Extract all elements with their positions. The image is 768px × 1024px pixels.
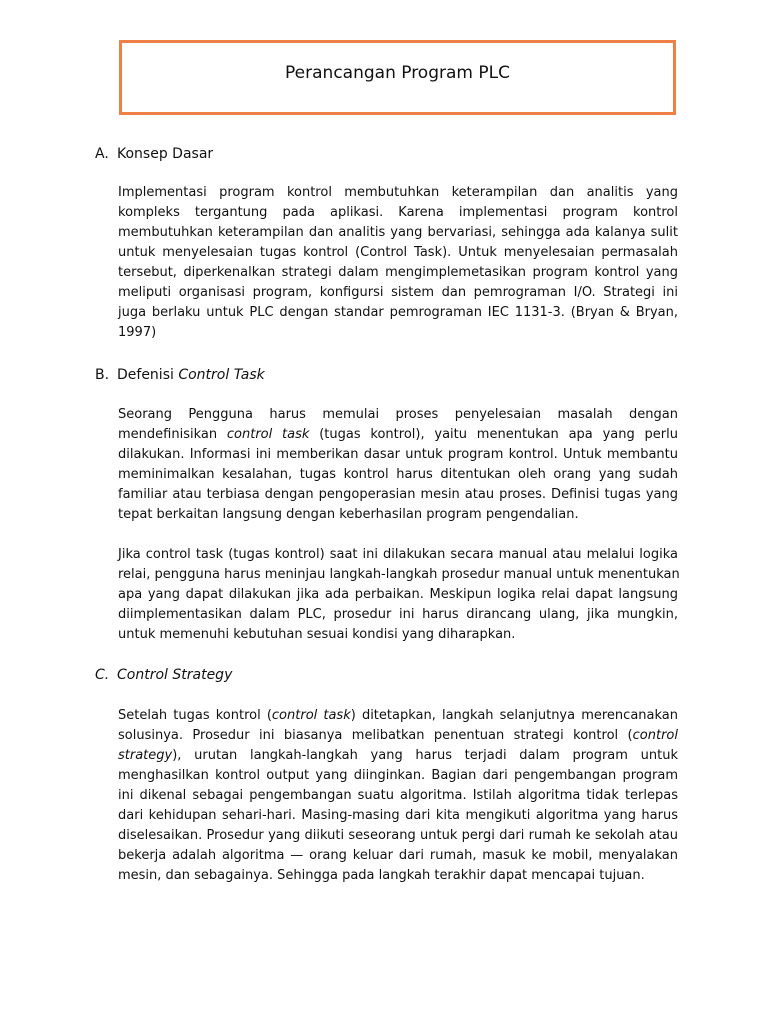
text-line: Implementasi program kontrol membutuhkan keterampilan dan analitis yang bbox=[118, 185, 678, 200]
text-line: tersebut, diperkenalkan strategi dalam mengimplemetasikan program kontrol yang bbox=[118, 265, 678, 280]
text-run: solusinya. Prosedur ini biasanya melibatkan penentuan strategi kontrol ( bbox=[118, 728, 633, 743]
section-b-heading bbox=[95, 367, 265, 383]
text-line: 1997) bbox=[118, 325, 157, 340]
text-line: mesin, dan sebagainya. Sehingga pada langkah terakhir dapat mencapai tujuan. bbox=[118, 868, 645, 883]
text-run: (tugas kontrol), yaitu menentukan apa yang perlu bbox=[309, 427, 678, 442]
section-c-paragraph bbox=[118, 706, 678, 886]
text-line bbox=[118, 425, 678, 445]
section-a-heading bbox=[95, 146, 213, 162]
text-run: Setelah tugas kontrol ( bbox=[118, 708, 272, 723]
text-line: diselesaikan. Prosedur yang diikuti seseorang untuk pergi dari rumah ke sekolah atau bbox=[118, 828, 678, 843]
text-line: untuk menyelesaian tugas kontrol (Control Task). Untuk menyelesaian permasalah bbox=[118, 245, 678, 260]
text-run: ), urutan langkah-langkah yang harus terjadi dalam program untuk bbox=[172, 748, 678, 763]
section-b-title-italic: Control Task bbox=[178, 367, 265, 383]
text-line: relai, pengguna harus meninjau langkah-langkah prosedur manual untuk menentukan bbox=[118, 567, 680, 582]
text-line: diimplementasikan dalam PLC, prosedur ini harus dirancang ulang, jika mungkin, bbox=[118, 607, 678, 622]
text-line: bekerja adalah algoritma — orang keluar dari rumah, masuk ke mobil, menyalakan bbox=[118, 848, 678, 863]
text-run-italic: control bbox=[632, 728, 678, 743]
text-line: meminimalkan kesalahan, tugas kontrol harus ditentukan oleh orang yang sudah bbox=[118, 467, 678, 482]
section-a-paragraph bbox=[118, 183, 678, 343]
section-b-title-prefix: Defenisi bbox=[117, 367, 179, 383]
title-box bbox=[119, 40, 676, 115]
text-line: menghasilkan kontrol output yang diinginkan. Bagian dari pengembangan program bbox=[118, 768, 678, 783]
text-run-italic: strategy bbox=[118, 748, 173, 763]
text-line bbox=[118, 726, 678, 746]
text-line bbox=[118, 706, 678, 726]
section-c-label: C. bbox=[95, 667, 110, 683]
document-title: Perancangan Program PLC bbox=[285, 62, 510, 83]
text-run: ) ditetapkan, langkah selanjutnya merencanakan bbox=[350, 708, 678, 723]
section-b-label: B. bbox=[95, 367, 110, 383]
text-line: apa yang dapat dilakukan jika ada perbaikan. Meskipun logika relai dapat langsung bbox=[118, 587, 678, 602]
text-line: dilakukan. Informasi ini memberikan dasar untuk program kontrol. Untuk membantu bbox=[118, 447, 678, 462]
text-line: untuk memenuhi kebutuhan sesuai kondisi yang diharapkan. bbox=[118, 627, 516, 642]
section-c-heading bbox=[95, 667, 232, 683]
text-line: dari kehidupan sehari-hari. Masing-masing dari kita mengikuti algoritma yang harus bbox=[118, 808, 678, 823]
text-line: Seorang Pengguna harus memulai proses penyelesaian masalah dengan bbox=[118, 407, 678, 422]
text-run-italic: control task bbox=[271, 708, 351, 723]
text-line: juga berlaku untuk PLC dengan standar pemrograman IEC 1131-3. (Bryan & Bryan, bbox=[118, 305, 678, 320]
section-b-paragraph-1 bbox=[118, 405, 678, 525]
section-a-label: A. bbox=[95, 146, 109, 162]
text-line: membutuhkan keterampilan dan analitis yang bervariasi, sehingga ada kalanya sulit bbox=[118, 225, 678, 240]
text-run-italic: control task bbox=[226, 427, 310, 442]
text-line: kompleks tergantung pada aplikasi. Karena implementasi program kontrol bbox=[118, 205, 678, 220]
text-line: ini dikenal sebagai pengembangan suatu algoritma. Istilah algoritma tidak terlepas bbox=[118, 788, 678, 803]
text-line: familiar atau terbiasa dengan pengoperasian mesin atau proses. Definisi tugas yang bbox=[118, 487, 678, 502]
section-b-paragraph-2 bbox=[118, 545, 678, 645]
section-a-title: Konsep Dasar bbox=[117, 146, 214, 162]
text-run: mendefinisikan bbox=[118, 427, 227, 442]
text-line: Jika control task (tugas kontrol) saat ini dilakukan secara manual atau melalui logika bbox=[118, 547, 678, 562]
text-line: meliputi organisasi program, konfigursi sistem dan pemrograman I/O. Strategi ini bbox=[118, 285, 678, 300]
section-c-title: Control Strategy bbox=[117, 667, 233, 683]
text-line: tepat berkaitan langsung dengan keberhasilan program pengendalian. bbox=[118, 507, 579, 522]
text-line bbox=[118, 746, 678, 766]
